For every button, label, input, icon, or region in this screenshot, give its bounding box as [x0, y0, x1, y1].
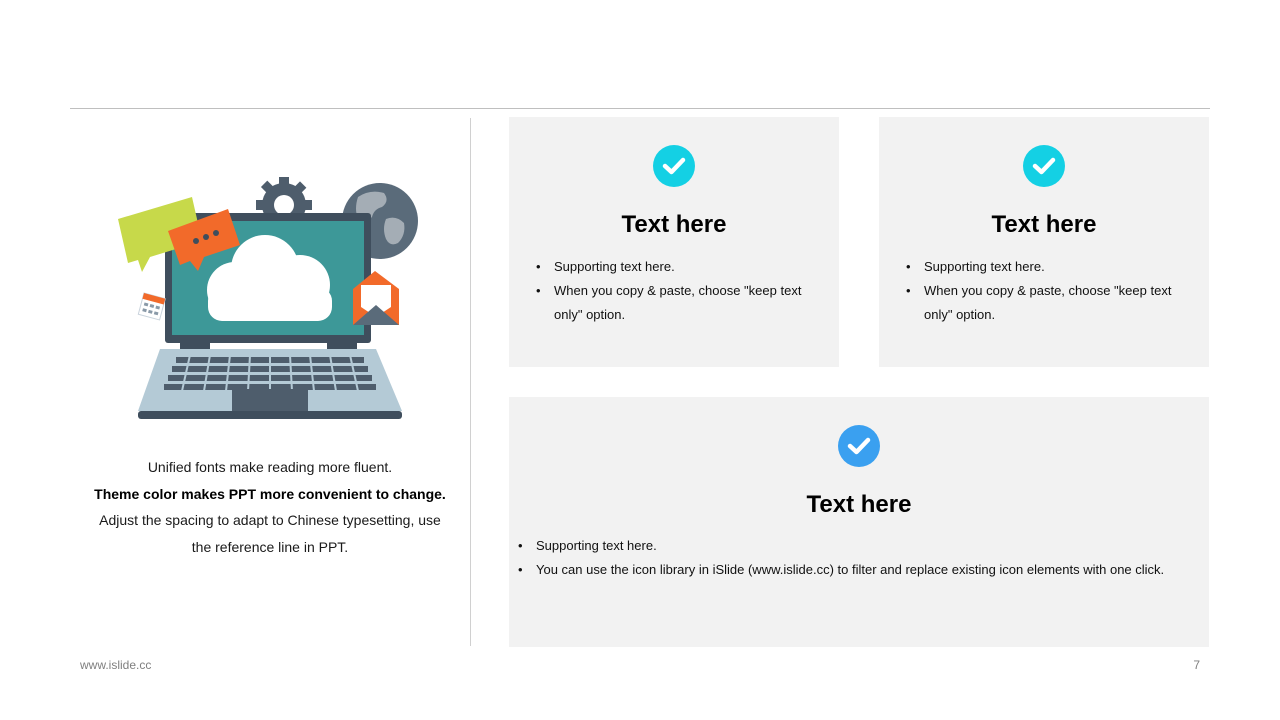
bullet-item: • When you copy & paste, choose "keep text only" option. — [536, 279, 815, 327]
feature-card-2 — [879, 117, 1209, 367]
intro-text — [70, 454, 470, 560]
card-title: Text here — [621, 211, 727, 238]
intro-line-4: the reference line in PPT. — [191, 538, 349, 555]
intro-line-1: Unified fonts make reading more fluent. — [147, 459, 393, 475]
bullet-item: • Supporting text here. — [906, 255, 1185, 279]
laptop-cloud-illustration — [110, 175, 430, 435]
check-circle-icon — [838, 425, 880, 467]
feature-card-1 — [509, 117, 839, 367]
bullet-item: • Supporting text here. — [536, 255, 815, 279]
bullet-list — [906, 255, 1185, 327]
top-divider-line — [70, 108, 1210, 109]
intro-line-3: Adjust the spacing to adapt to Chinese typesetting, use — [99, 512, 441, 528]
vertical-divider-line — [470, 118, 471, 646]
bullet-item: • When you copy & paste, choose "keep text only" option. — [906, 279, 1185, 327]
card-title: Text here — [991, 211, 1097, 238]
bullet-item: • You can use the icon library in iSlide (www.islide.cc) to filter and replace existing icon elements with one click. — [518, 558, 1199, 582]
footer-url: www.islide.cc — [80, 658, 152, 672]
feature-card-3 — [509, 397, 1209, 647]
bullet-item: • Supporting text here. — [518, 534, 1199, 558]
bullet-list — [536, 255, 815, 327]
bullet-list — [518, 534, 1199, 582]
page-number: 7 — [1193, 658, 1200, 672]
card-title: Text here — [806, 491, 912, 518]
check-circle-icon — [1023, 145, 1065, 187]
intro-line-2: Theme color makes PPT more convenient to change. — [94, 485, 446, 502]
check-circle-icon — [653, 145, 695, 187]
